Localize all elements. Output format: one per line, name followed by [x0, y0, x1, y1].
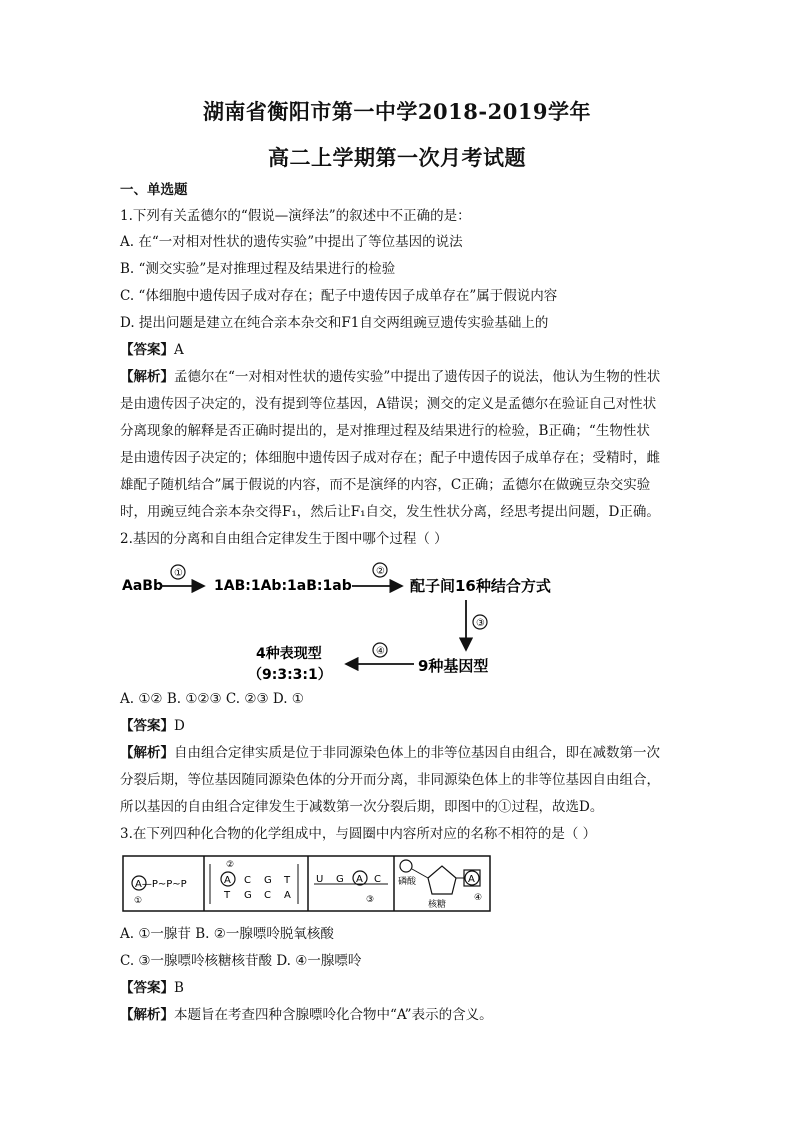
q3-options-line-1: A. ①一腺苷 B. ②一腺嘌呤脱氧核酸 — [120, 926, 334, 942]
q2-analysis-line: 【解析】自由组合定律实质是位于非同源染色体上的非等位基因自由组合，即在减数第一次 — [120, 745, 660, 761]
q2-step-2-label: ② — [376, 566, 385, 577]
q2-step-4-label: ④ — [376, 646, 385, 657]
q3-marker-3: ③ — [366, 895, 375, 905]
q3-dna-base: C — [244, 875, 251, 886]
q2-genotypes-label: 9种基因型 — [418, 657, 489, 675]
q3-dna-base: T — [224, 890, 231, 901]
q2-ratio-label: （9:3:3:1） — [248, 667, 332, 683]
q1-option-d: D. 提出问题是建立在纯合亲本杂交和F1自交两组豌豆遗传实验基础上的 — [120, 315, 549, 331]
q3-marker-2: ② — [226, 860, 235, 870]
q2-combos-label: 配子间16种结合方式 — [410, 577, 551, 595]
q3-base-label: A — [468, 874, 475, 885]
q3-answer-label: 【答案】 — [120, 980, 174, 996]
q1-analysis-line: 时，用豌豆纯合亲本杂交得F₁，然后让F₁自交，发生性状分离，经思考提出问题，D正确。 — [120, 504, 660, 520]
q3-dna-base: G — [264, 875, 272, 886]
q1-analysis-label: 【解析】 — [120, 369, 174, 385]
document-subtitle: 高二上学期第一次月考试题 — [268, 145, 526, 170]
q2-phenotypes-label: 4种表现型 — [256, 646, 322, 662]
q2-step-3-label: ③ — [476, 618, 485, 629]
q3-analysis-label: 【解析】 — [120, 1007, 174, 1023]
q2-step-1-label: ① — [174, 568, 183, 579]
q1-analysis-line: 是由遗传因子决定的；体细胞中遗传因子成对存在；配子中遗传因子成单存在；受精时，雌 — [120, 450, 660, 466]
q1-analysis-line: 分离现象的解释是否正确时提出的，是对推理过程及结果进行的检验，B正确；“生物性状 — [120, 423, 650, 439]
q3-answer-value: B — [174, 980, 184, 996]
q3-dna-base: G — [244, 890, 252, 901]
q3-dna-base: A — [224, 875, 231, 886]
q1-option-b: B. “测交实验”是对推理过程及结果进行的检验 — [120, 261, 396, 277]
q2-analysis-label: 【解析】 — [120, 745, 174, 761]
q2-stem: 2.基因的分离和自由组合定律发生于图中哪个过程（ ） — [120, 531, 448, 547]
q3-phosphate-label: 磷酸 — [398, 877, 417, 887]
q3-marker-4: ④ — [474, 893, 483, 903]
q3-atp-formula: A—P~P~P — [135, 879, 187, 890]
q1-analysis-line: 雄配子随机结合”属于假说的内容，而不是演绎的内容，C正确；孟德尔在做豌豆杂交实验 — [120, 477, 651, 493]
q3-analysis-line: 【解析】本题旨在考查四种含腺嘌呤化合物中“A”表示的含义。 — [120, 1007, 493, 1023]
q1-analysis-line: 是由遗传因子决定的，没有提到等位基因，A错误；测交的定义是孟德尔在验证自己对性状 — [120, 396, 657, 412]
q1-answer-value: A — [174, 342, 184, 358]
q1-stem: 1.下列有关孟德尔的“假说—演绎法”的叙述中不正确的是： — [120, 208, 471, 224]
q2-answer-label: 【答案】 — [120, 718, 174, 734]
q3-marker-1: ① — [134, 896, 143, 906]
q2-flow-diagram — [118, 560, 588, 686]
q3-rna-base: C — [374, 874, 381, 885]
q3-rna-base: A — [356, 874, 363, 885]
q1-analysis-line: 【解析】孟德尔在“一对相对性状的遗传实验”中提出了遗传因子的说法，他认为生物的性状 — [120, 369, 661, 385]
q2-answer-value: D — [174, 718, 185, 734]
q2-options: A. ①② B. ①②③ C. ②③ D. ① — [120, 691, 304, 707]
q1-answer — [120, 341, 184, 359]
section-heading: 一、单选题 — [120, 182, 188, 198]
q2-answer — [120, 717, 185, 735]
q2-analysis-line: 所以基因的自由组合定律发生于减数第一次分裂后期，即图中的①过程，故选D。 — [120, 799, 604, 815]
q3-options-line-2: C. ③一腺嘌呤核糖核苷酸 D. ④一腺嘌呤 — [120, 953, 362, 969]
q2-analysis-line: 分裂后期，等位基因随同源染色体的分开而分离，非同源染色体上的非等位基因自由组合， — [120, 772, 660, 788]
q3-stem: 3.在下列四种化合物的化学组成中，与圆圈中内容所对应的名称不相符的是（ ） — [120, 826, 597, 842]
q3-compound-diagram — [122, 852, 492, 914]
q3-dna-base: C — [264, 890, 271, 901]
q2-gametes-label: 1AB:1Ab:1aB:1ab — [214, 578, 352, 594]
q3-dna-base: T — [284, 875, 291, 886]
q1-option-a: A. 在“一对相对性状的遗传实验”中提出了等位基因的说法 — [120, 234, 463, 250]
q3-rna-base: G — [336, 874, 344, 885]
q3-dna-base: A — [284, 890, 291, 901]
q1-answer-label: 【答案】 — [120, 342, 174, 358]
q3-ribose-label: 核糖 — [428, 900, 447, 910]
q1-option-c: C. “体细胞中遗传因子成对存在；配子中遗传因子成单存在”属于假说内容 — [120, 288, 558, 304]
document-title: 湖南省衡阳市第一中学2018-2019学年 — [202, 99, 592, 124]
q2-genotype-label: AaBb — [122, 578, 163, 594]
q3-answer — [120, 979, 184, 997]
q3-rna-base: U — [316, 874, 324, 885]
